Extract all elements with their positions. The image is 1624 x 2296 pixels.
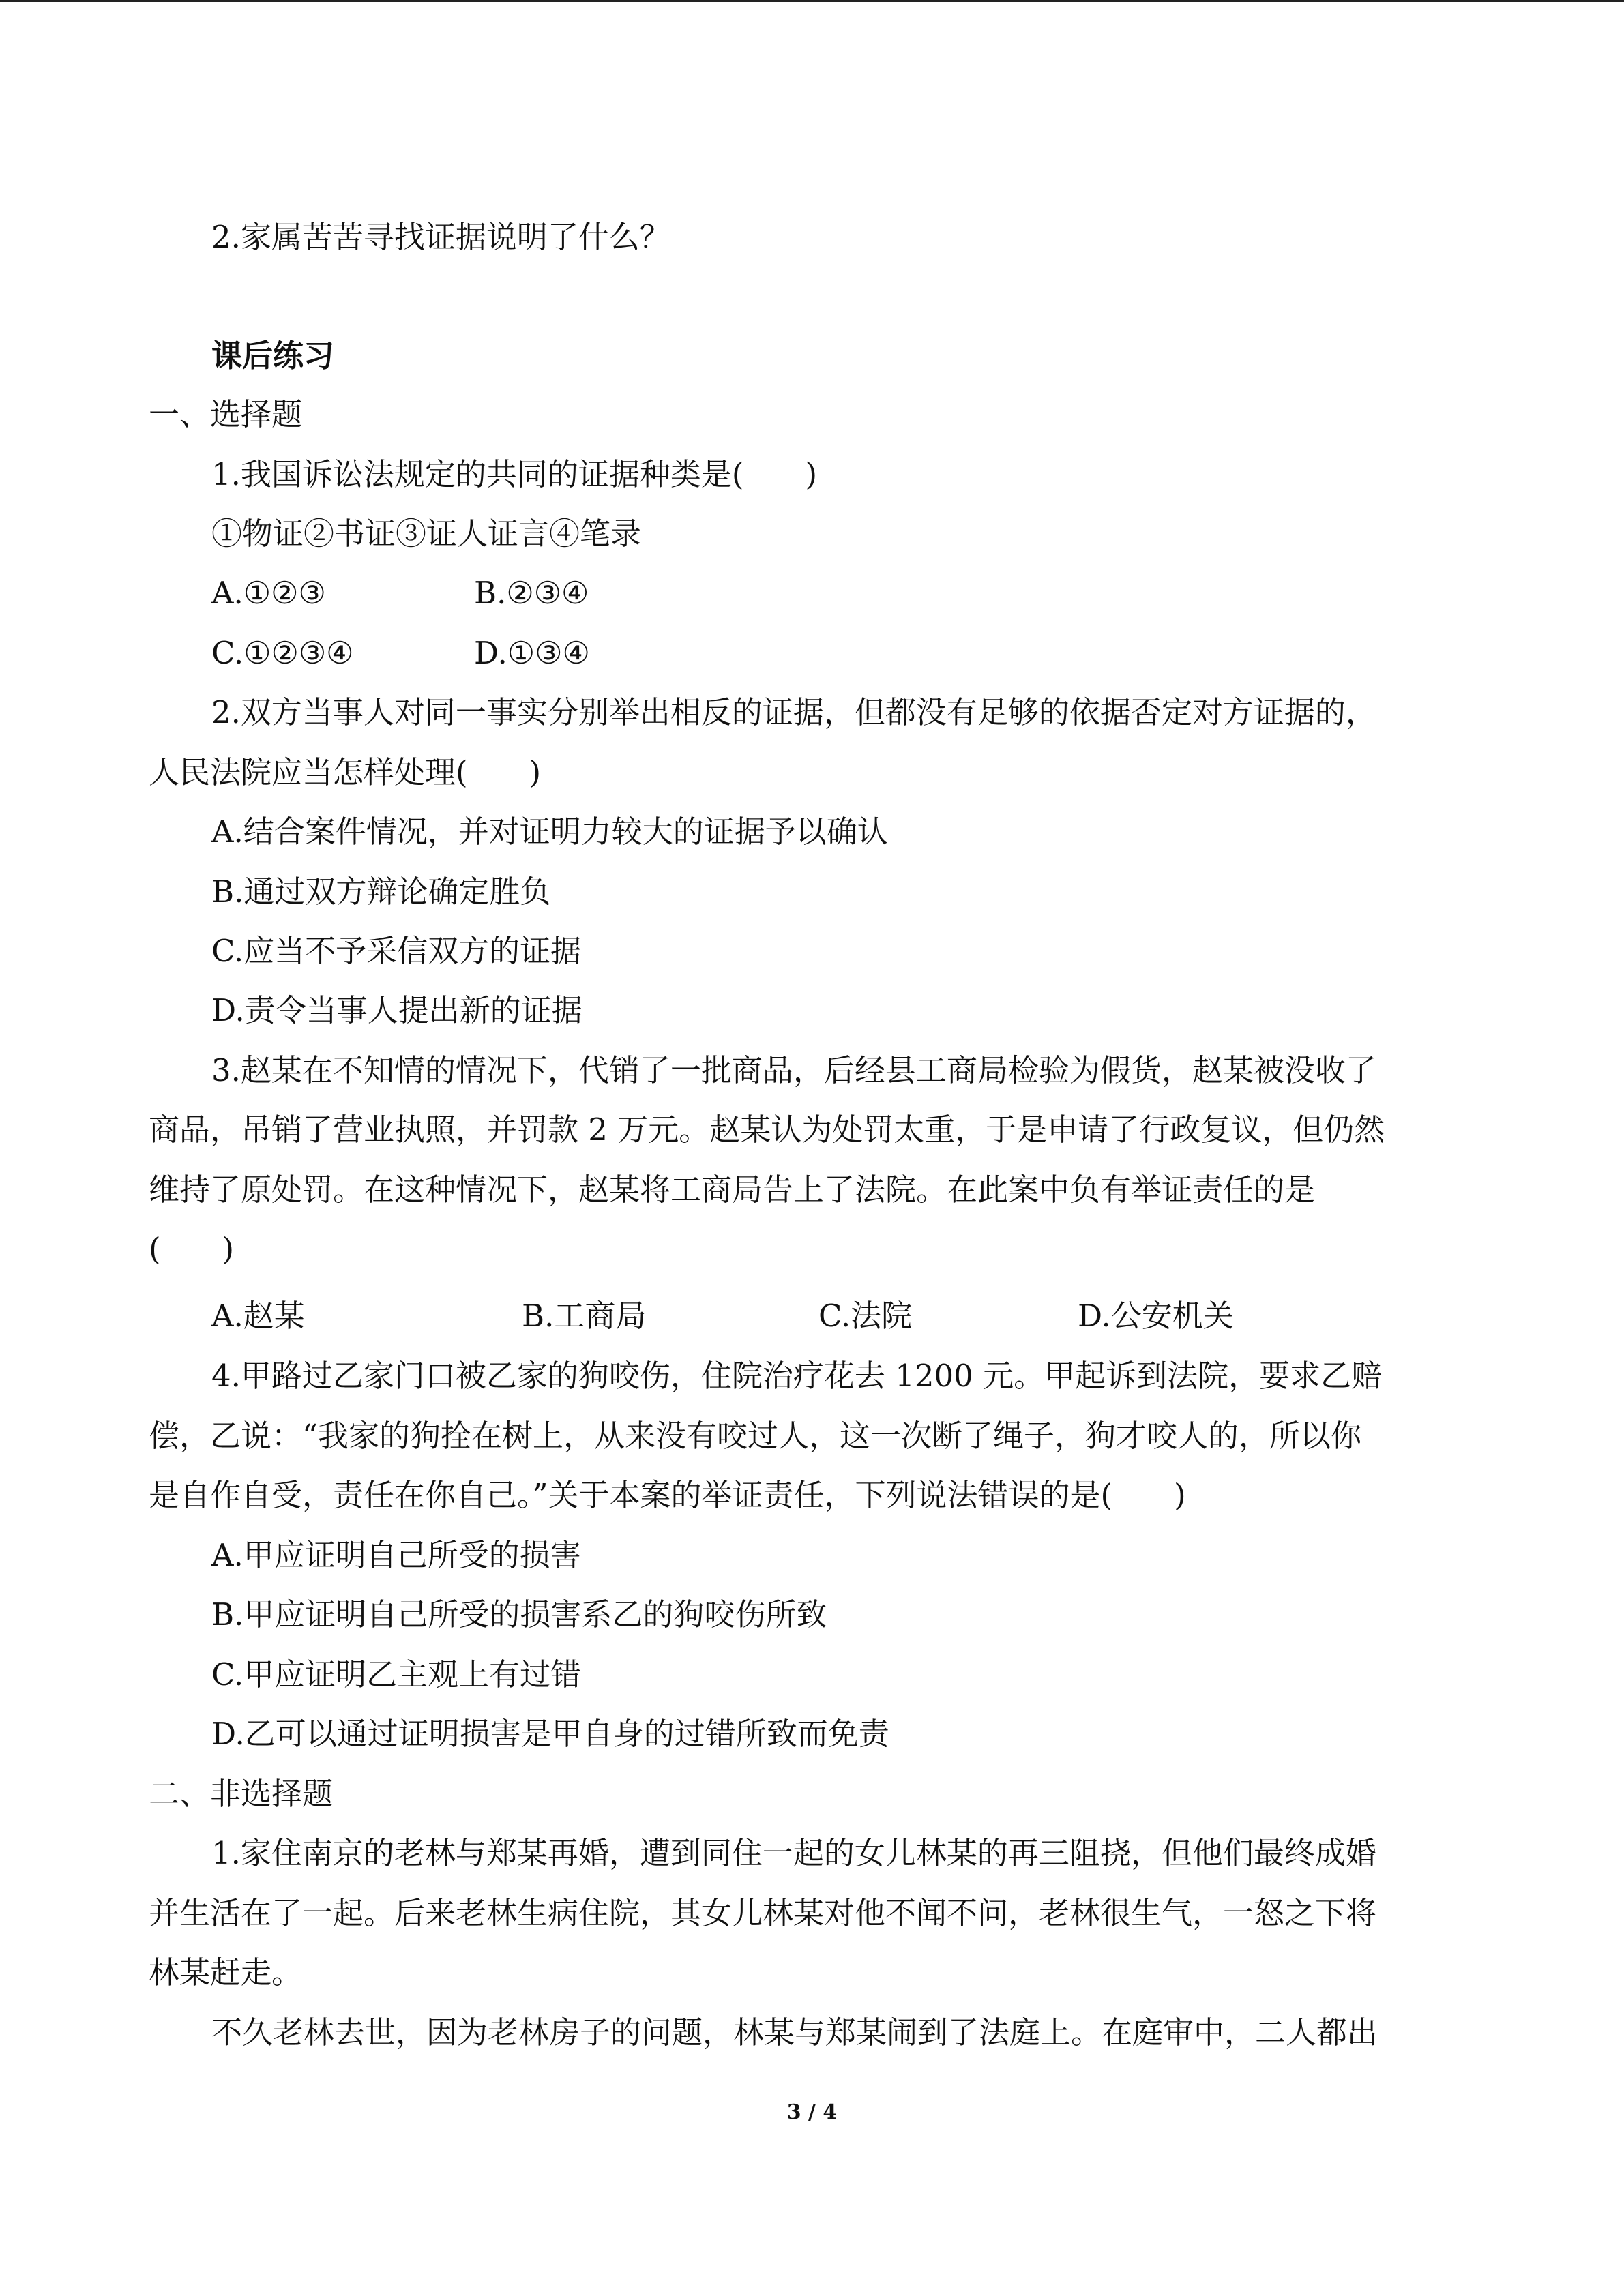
q4-stem-line3: 是自作自受，责任在你自己。”关于本案的举证责任，下列说法错误的是( )	[149, 1477, 1186, 1513]
q1-stem: 1.我国诉讼法规定的共同的证据种类是( )	[211, 456, 818, 492]
q1-option-c: C.①②③④	[211, 635, 354, 671]
part1-heading: 一、选择题	[149, 396, 303, 432]
section-title: 课后练习	[211, 338, 335, 374]
part2-p1-line1: 1.家住南京的老林与郑某再婚，遭到同住一起的女儿林某的再三阻挠，但他们最终成婚	[211, 1835, 1376, 1871]
q2-option-b: B.通过双方辩论确定胜负	[211, 874, 551, 910]
q3-stem-line4: ( )	[149, 1231, 235, 1267]
top-border	[0, 0, 1624, 2]
q2-option-c: C.应当不予采信双方的证据	[211, 933, 582, 969]
part2-heading: 二、非选择题	[149, 1776, 334, 1812]
q1-option-a: A.①②③	[211, 575, 326, 611]
q1-items: ①物证②书证③证人证言④笔录	[211, 516, 642, 552]
q3-option-c: C.法院	[818, 1298, 913, 1334]
q2-option-d: D.责令当事人提出新的证据	[211, 992, 582, 1028]
q4-option-b: B.甲应证明自己所受的损害系乙的狗咬伤所致	[211, 1596, 827, 1632]
q2-option-a: A.结合案件情况，并对证明力较大的证据予以确认	[211, 814, 888, 850]
q3-option-b: B.工商局	[522, 1298, 647, 1334]
q1-option-d: D.①③④	[474, 635, 590, 671]
q3-stem-line3: 维持了原处罚。在这种情况下，赵某将工商局告上了法院。在此案中负有举证责任的是	[149, 1172, 1316, 1208]
q3-stem-line2: 商品，吊销了营业执照，并罚款 2 万元。赵某认为处罚太重，于是申请了行政复议，但仍然	[149, 1112, 1385, 1148]
q4-option-a: A.甲应证明自己所受的损害	[211, 1537, 581, 1573]
question-2-prompt: 2.家属苦苦寻找证据说明了什么？	[211, 219, 670, 255]
part2-p1-line2: 并生活在了一起。后来老林生病住院，其女儿林某对他不闻不问，老林很生气，一怒之下将	[149, 1895, 1377, 1931]
q3-option-d: D.公安机关	[1078, 1298, 1234, 1334]
q4-stem-line1: 4.甲路过乙家门口被乙家的狗咬伤，住院治疗花去 1200 元。甲起诉到法院，要求乙赔	[211, 1358, 1383, 1394]
q2-stem-line1: 2.双方当事人对同一事实分别举出相反的证据，但都没有足够的依据否定对方证据的，	[211, 694, 1376, 730]
q1-option-b: B.②③④	[474, 575, 589, 611]
q3-option-a: A.赵某	[211, 1298, 305, 1334]
part2-p1-line3: 林某赶走。	[149, 1954, 303, 1991]
q4-option-c: C.甲应证明乙主观上有过错	[211, 1656, 582, 1693]
q4-stem-line2: 偿，乙说：“我家的狗拴在树上，从来没有咬过人，这一次断了绳子，狗才咬人的，所以你	[149, 1418, 1362, 1454]
page-number: 3 / 4	[786, 2100, 838, 2124]
q3-stem-line1: 3.赵某在不知情的情况下，代销了一批商品，后经县工商局检验为假货，赵某被没收了	[211, 1052, 1376, 1088]
part2-p2-line1: 不久老林去世，因为老林房子的问题，林某与郑某闹到了法庭上。在庭审中，二人都出	[211, 2014, 1378, 2051]
q4-option-d: D.乙可以通过证明损害是甲自身的过错所致而免责	[211, 1716, 889, 1752]
q2-stem-line2: 人民法院应当怎样处理( )	[149, 754, 542, 790]
